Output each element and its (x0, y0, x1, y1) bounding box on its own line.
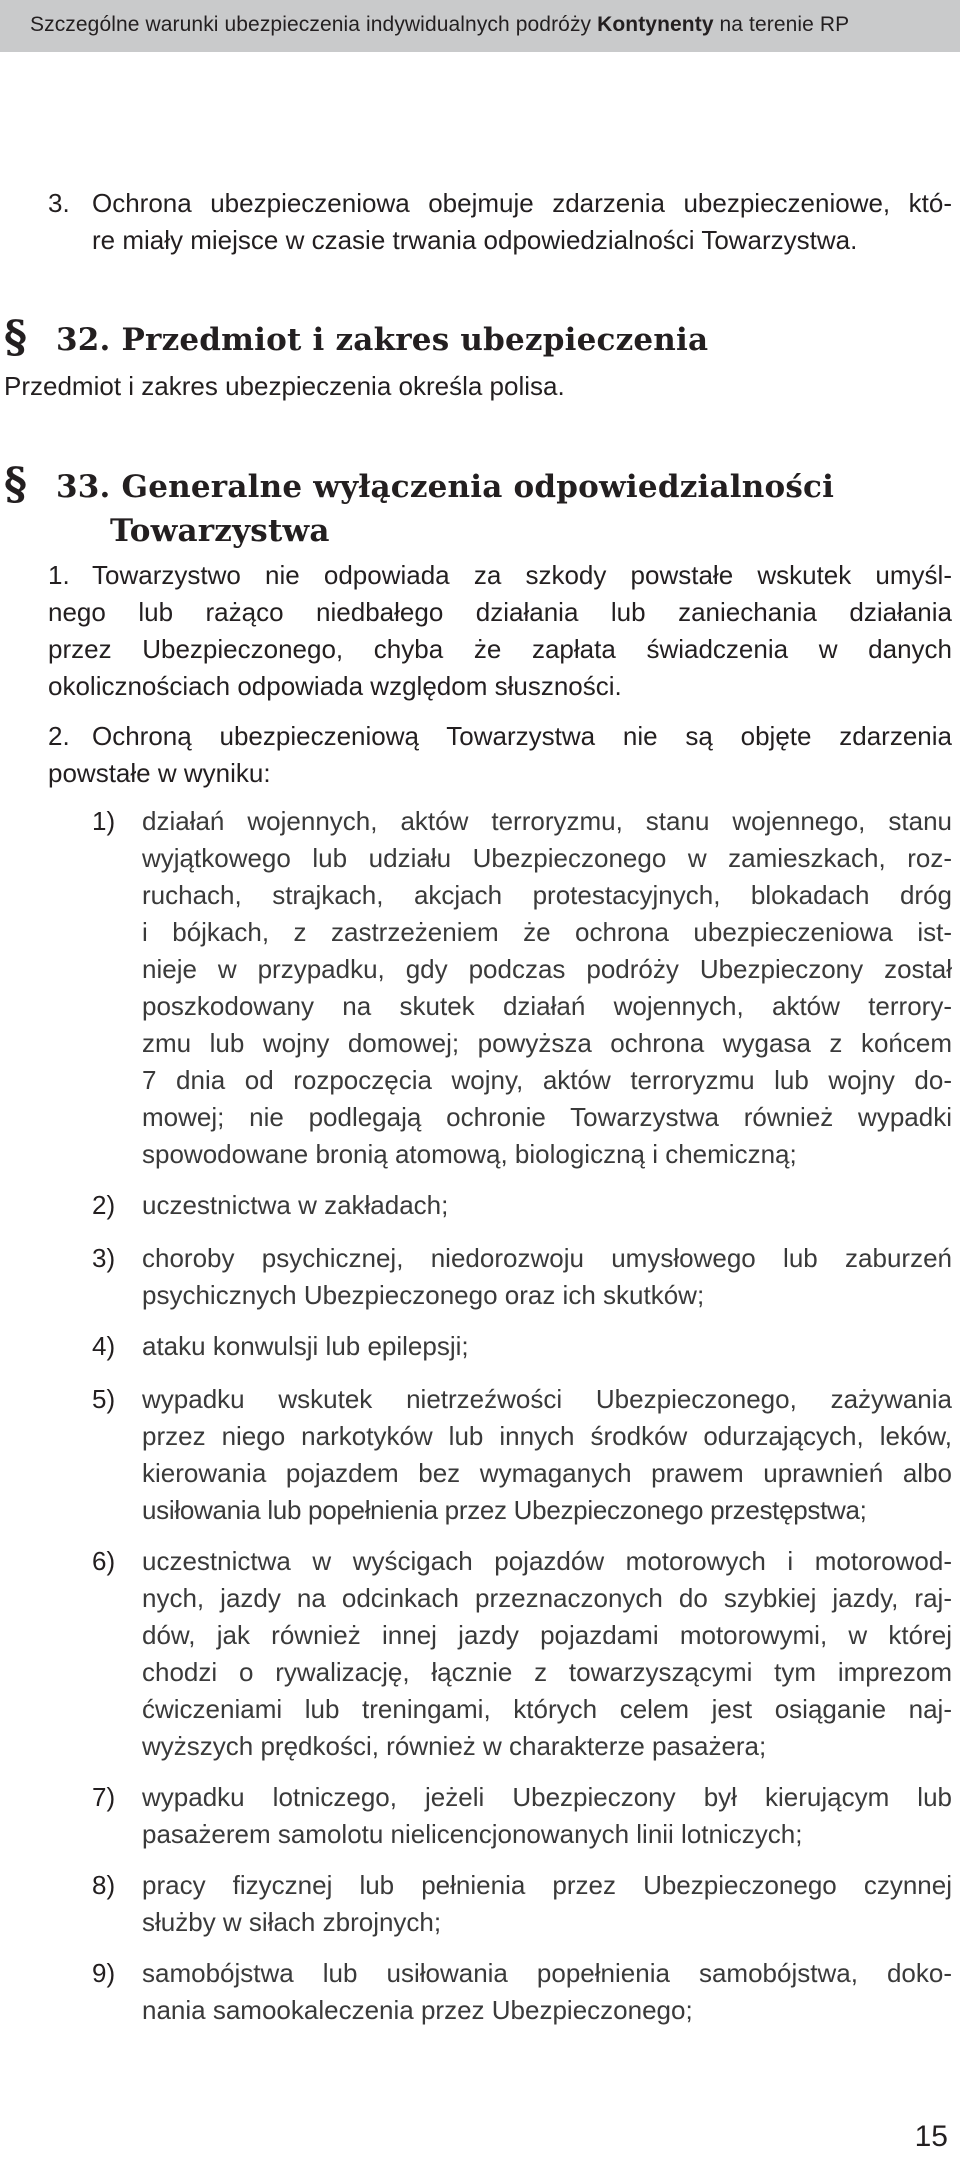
paragraph-1-line: okolicznościach odpowiada względom słuszności. (48, 671, 622, 701)
list-item-number: 7) (92, 1782, 116, 1812)
list-item-number: 8) (92, 1870, 116, 1900)
page-number: 15 (914, 2120, 948, 2153)
list-item-line: chodzi o rywalizację, łącznie z towarzyszącymi tym imprezom (142, 1657, 952, 1687)
paragraph-1-line: przez Ubezpieczonego, chyba że zapłata świadczenia w danych (48, 634, 952, 664)
point-3-line: re miały miejsce w czasie trwania odpowiedzialności Towarzystwa. (92, 225, 858, 255)
header-prefix: Szczególne warunki ubezpieczenia indywidualnych podróży (30, 13, 598, 36)
paragraph-2-line: powstałe w wyniku: (48, 758, 271, 788)
list-item-line: wyjątkowego lub udziału Ubezpieczonego w zamieszkach, roz- (142, 843, 952, 873)
section-32-title: 32. Przedmiot i zakres ubezpieczenia (56, 322, 709, 358)
header-title (30, 10, 849, 40)
list-item-line: ćwiczeniami lub treningami, których celem jest osiąganie naj- (142, 1694, 952, 1724)
list-item-line: ataku konwulsji lub epilepsji; (142, 1331, 469, 1361)
list-item-line: usiłowania lub popełnienia przez Ubezpieczonego przestępstwa; (142, 1495, 867, 1525)
list-item-line: 7 dnia od rozpoczęcia wojny, aktów terroryzmu lub wojny do- (142, 1065, 952, 1095)
list-item-number: 1) (92, 806, 116, 836)
list-item-line: działań wojennych, aktów terroryzmu, stanu wojennego, stanu (142, 806, 952, 836)
list-item-line: pracy fizycznej lub pełnienia przez Ubezpieczonego czynnej (142, 1870, 952, 1900)
list-item-line: dów, jak również innej jazdy pojazdami motorowymi, w której (142, 1620, 952, 1650)
list-item-line: spowodowane bronią atomową, biologiczną i chemiczną; (142, 1139, 797, 1169)
page-header (0, 0, 960, 52)
section-mark: § (4, 312, 28, 363)
list-item-line: przez niego narkotyków lub innych środków odurzających, leków, (142, 1421, 952, 1451)
list-item-line: uczestnictwa w wyścigach pojazdów motorowych i motorowod- (142, 1546, 952, 1576)
list-item-line: kierowania pojazdem bez wymaganych prawem uprawnień albo (142, 1458, 952, 1488)
section-mark: § (4, 459, 28, 510)
header-suffix: na terenie RP (713, 13, 850, 36)
section-33-title: 33. Generalne wyłączenia odpowiedzialności (56, 469, 835, 505)
list-item-line: nych, jazdy na odcinkach przeznaczonych do szybkiej jazdy, raj- (142, 1583, 952, 1613)
section-32-body: Przedmiot i zakres ubezpieczenia określa polisa. (4, 371, 565, 401)
paragraph-number: 1. (48, 560, 70, 590)
list-item-number: 6) (92, 1546, 116, 1576)
list-item-line: służby w siłach zbrojnych; (142, 1907, 442, 1937)
list-item-line: wyższych prędkości, również w charakterze pasażera; (142, 1731, 767, 1761)
paragraph-number: 2. (48, 721, 70, 751)
list-item-line: nieje w przypadku, gdy podczas podróży Ubezpieczony został (142, 954, 952, 984)
point-3-line: Ochrona ubezpieczeniowa obejmuje zdarzenia ubezpieczeniowe, któ- (92, 188, 952, 218)
list-item-line: wypadku lotniczego, jeżeli Ubezpieczony był kierującym lub (142, 1782, 952, 1812)
list-item-line: i bójkach, z zastrzeżeniem że ochrona ubezpieczeniowa ist- (142, 917, 952, 947)
list-item-line: nania samookaleczenia przez Ubezpieczonego; (142, 1995, 693, 2025)
list-item-line: uczestnictwa w zakładach; (142, 1190, 449, 1220)
list-item-line: ruchach, strajkach, akcjach protestacyjnych, blokadach dróg (142, 880, 952, 910)
list-item-line: mowej; nie podlegają ochronie Towarzystwa również wypadki (142, 1102, 952, 1132)
list-item-line: zmu lub wojny domowej; powyższa ochrona wygasa z końcem (142, 1028, 952, 1058)
list-item-number: 2) (92, 1190, 116, 1220)
header-brand: Kontynenty (597, 13, 714, 36)
section-33-title: Towarzystwa (110, 513, 330, 549)
list-item-line: poszkodowany na skutek działań wojennych, aktów terrory- (142, 991, 952, 1021)
list-item-line: psychicznych Ubezpieczonego oraz ich skutków; (142, 1280, 705, 1310)
list-item-number: 4) (92, 1331, 116, 1361)
list-item-line: pasażerem samolotu nielicencjonowanych linii lotniczych; (142, 1819, 803, 1849)
paragraph-1-line: Towarzystwo nie odpowiada za szkody powstałe wskutek umyśl- (92, 560, 952, 590)
list-item-number: 9) (92, 1958, 116, 1988)
list-item-line: wypadku wskutek nietrzeźwości Ubezpieczonego, zażywania (142, 1384, 952, 1414)
list-item-line: choroby psychicznej, niedorozwoju umysłowego lub zaburzeń (142, 1243, 952, 1273)
point-number: 3. (48, 188, 70, 218)
list-item-line: samobójstwa lub usiłowania popełnienia samobójstwa, doko- (142, 1958, 952, 1988)
list-item-number: 3) (92, 1243, 116, 1273)
paragraph-1-line: nego lub rażąco niedbałego działania lub zaniechania działania (48, 597, 952, 627)
list-item-number: 5) (92, 1384, 116, 1414)
paragraph-2-line: Ochroną ubezpieczeniową Towarzystwa nie są objęte zdarzenia (92, 721, 952, 751)
